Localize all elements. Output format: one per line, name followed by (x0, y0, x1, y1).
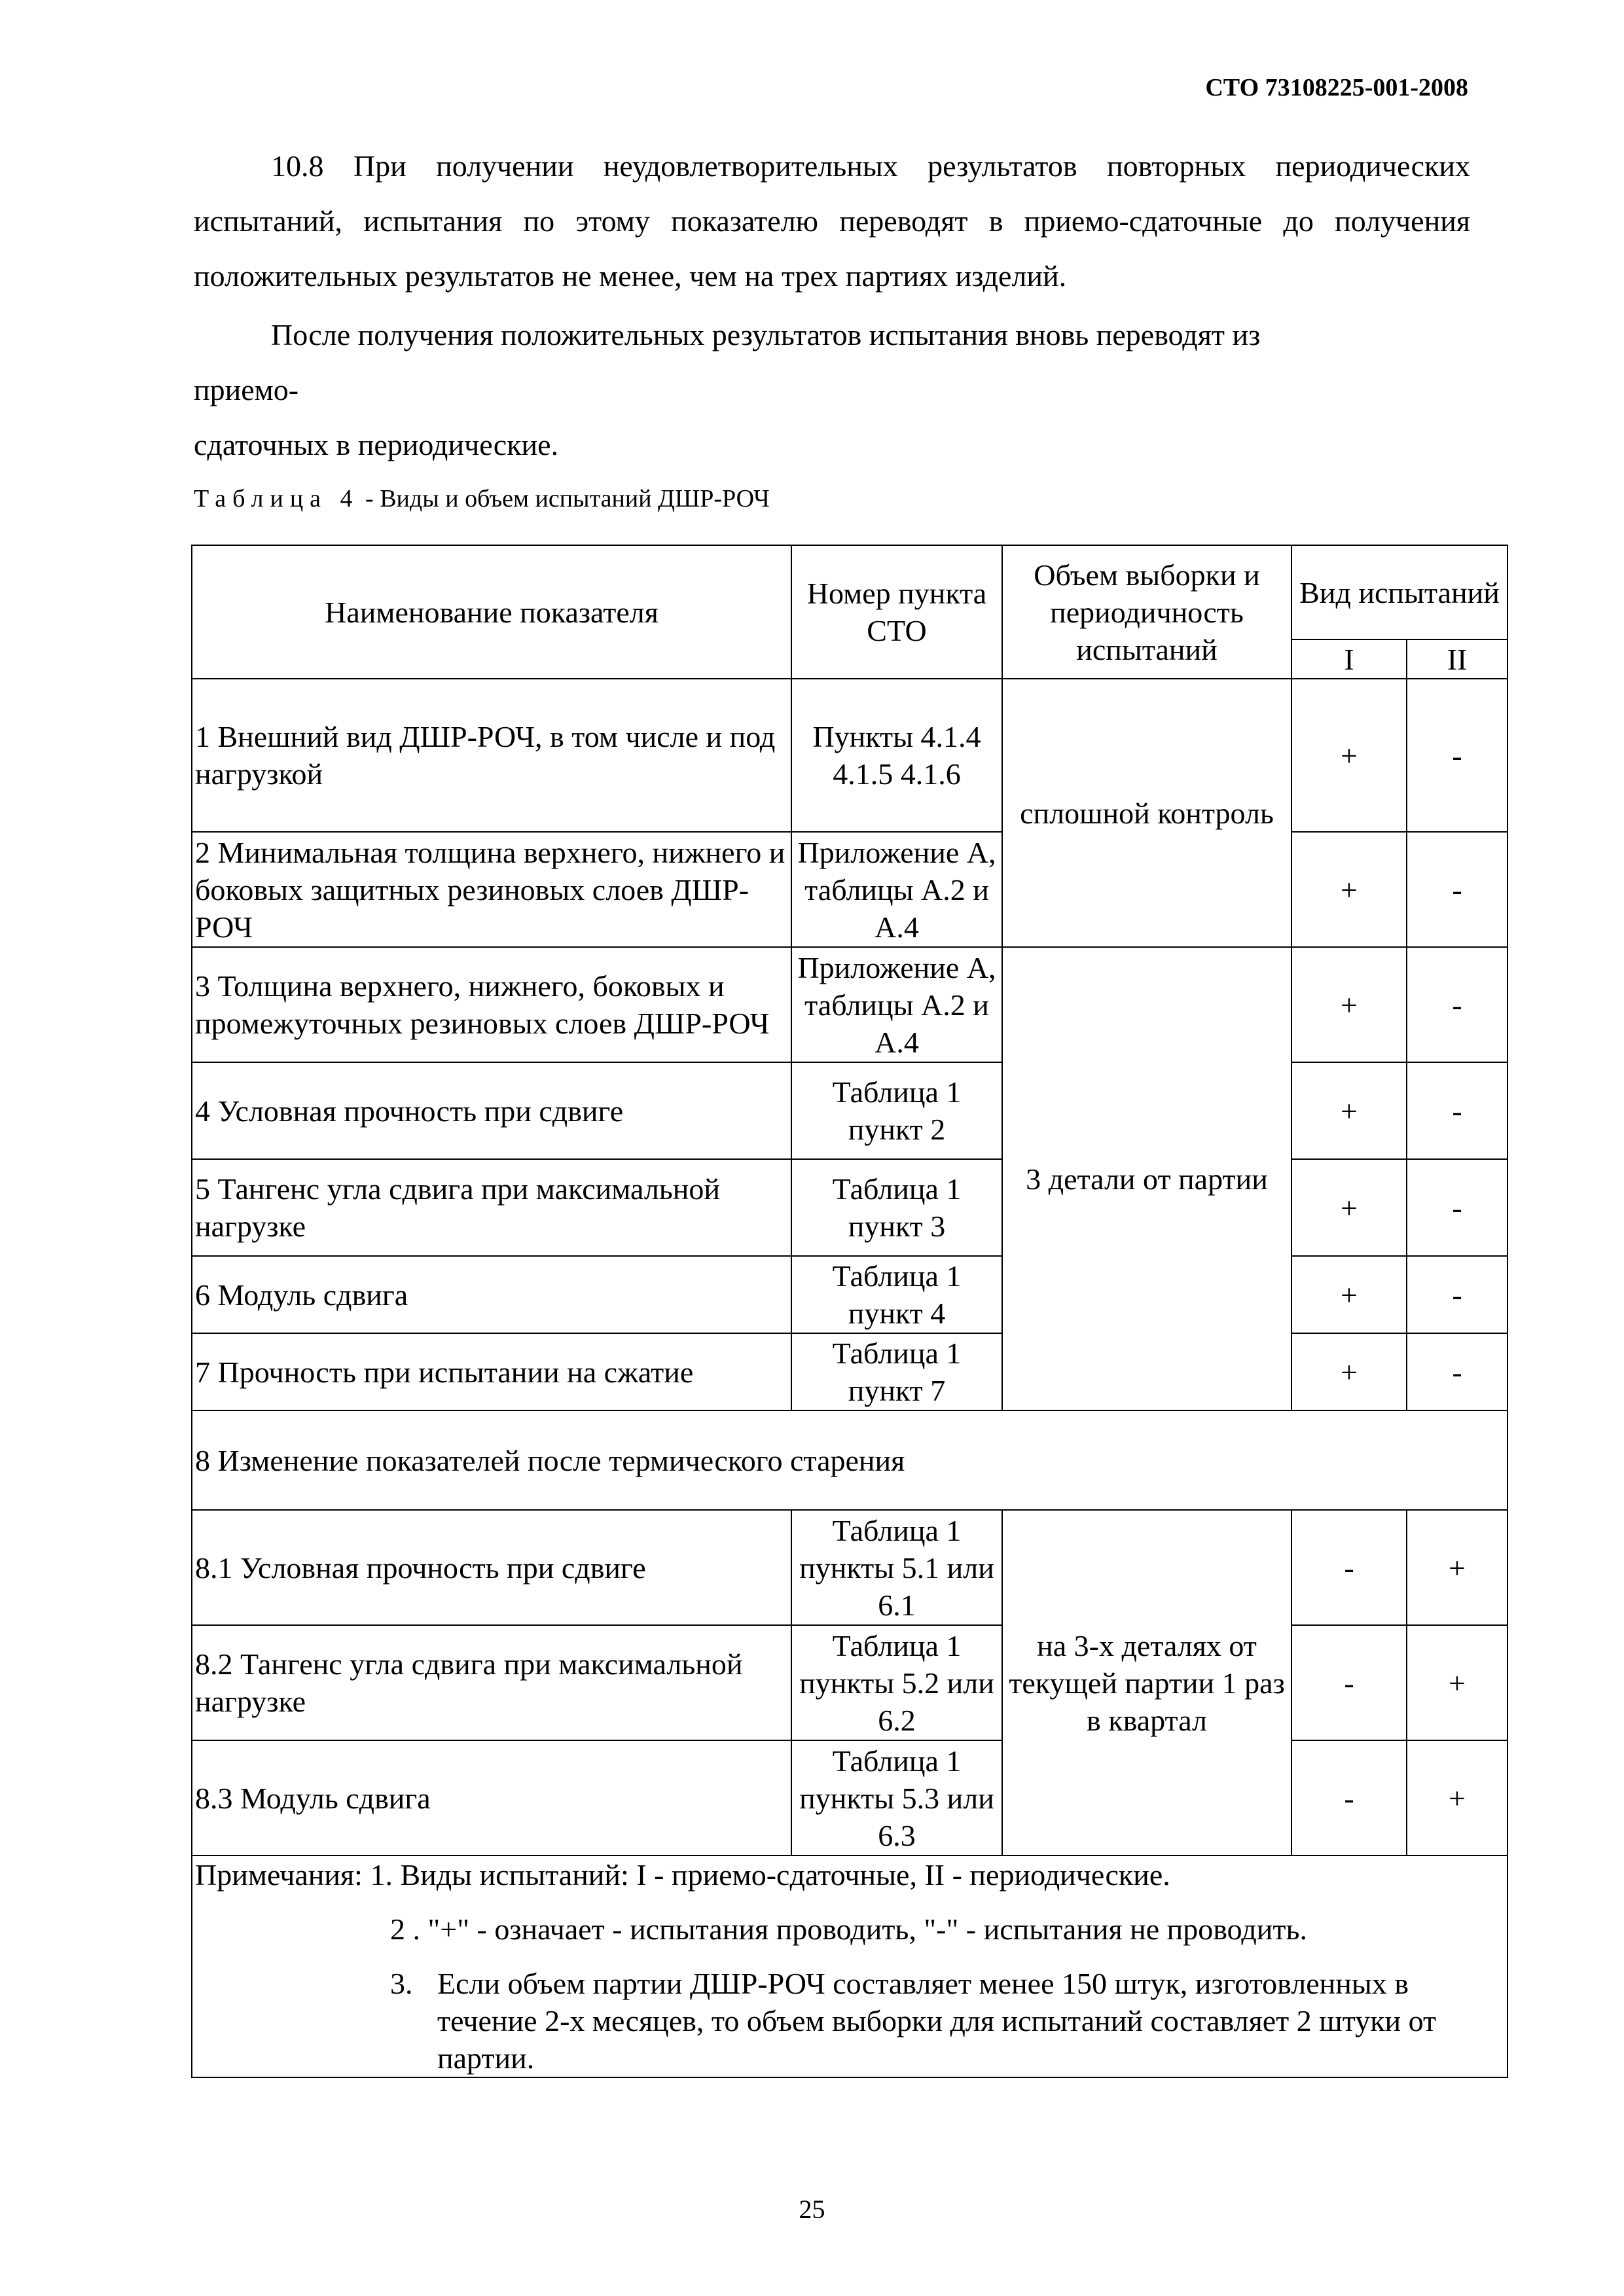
row-8-1-name: 8.1 Условная прочность при сдвиге (192, 1510, 791, 1625)
row-6-type-i: + (1291, 1256, 1407, 1333)
table-row (192, 1256, 1507, 1333)
table-row (192, 679, 1507, 832)
table-caption (194, 484, 770, 513)
table-row (192, 1159, 1507, 1256)
row-7-clause: Таблица 1 пункт 7 (791, 1333, 1002, 1410)
row-2-type-i: + (1291, 832, 1407, 947)
row-1-type-i: + (1291, 679, 1407, 832)
header-clause: Номер пункта СТО (791, 545, 1002, 679)
row-3-type-ii: - (1407, 947, 1507, 1062)
row-8-1-type-i: - (1291, 1510, 1407, 1625)
row-1-name: 1 Внешний вид ДШР-РОЧ, в том числе и под нагрузкой (192, 679, 791, 832)
row-3-clause: Приложение А, таблицы А.2 и А.4 (791, 947, 1002, 1062)
table-caption-dash: - (359, 485, 380, 512)
document-code: СТО 73108225-001-2008 (1205, 74, 1468, 101)
note-1: Примечания: 1. Виды испытаний: I - приемо-сдаточные, II - периодические. (195, 1858, 1170, 1892)
header-sample: Объем выборки и периодичность испытаний (1002, 545, 1291, 679)
row-8-3-type-ii: + (1407, 1740, 1507, 1856)
row-7-name: 7 Прочность при испытании на сжатие (192, 1333, 791, 1410)
row-8-2-name: 8.2 Тангенс угла сдвига при максимальной нагрузке (192, 1625, 791, 1740)
row-8-3-name: 8.3 Модуль сдвига (192, 1740, 791, 1856)
sample-solid-control: сплошной контроль (1002, 679, 1291, 947)
paragraph-10-8: 10.8 При получении неудовлетворительных результатов повторных периодических испытаний, испытания по этому показателю переводят в приемо-сдаточные до получения положительных результатов не менее, чем на трех партиях изделий. (194, 149, 1470, 293)
row-4-type-ii: - (1407, 1062, 1507, 1159)
table-row (192, 947, 1507, 1062)
row-8-3-type-i: - (1291, 1740, 1407, 1856)
paragraph-2-line-1: После получения положительных результатов испытания вновь переводят из (271, 318, 1261, 351)
row-5-clause: Таблица 1 пункт 3 (791, 1159, 1002, 1256)
table-row (192, 1740, 1507, 1856)
note-3 (195, 1965, 1504, 2077)
table-caption-label: Таблица 4 (194, 485, 359, 512)
row-5-type-ii: - (1407, 1159, 1507, 1256)
row-8-3-clause: Таблица 1 пункты 5.3 или 6.3 (791, 1740, 1002, 1856)
row-8-1-clause: Таблица 1 пункты 5.1 или 6.1 (791, 1510, 1002, 1625)
row-6-type-ii: - (1407, 1256, 1507, 1333)
row-8-2-clause: Таблица 1 пункты 5.2 или 6.2 (791, 1625, 1002, 1740)
section-8-title: 8 Изменение показателей после термического старения (192, 1410, 1507, 1510)
table-row (192, 1510, 1507, 1625)
row-2-name: 2 Минимальная толщина верхнего, нижнего и боковых защитных резиновых слоев ДШР-РОЧ (192, 832, 791, 947)
notes-row (192, 1856, 1507, 2077)
row-6-name: 6 Модуль сдвига (192, 1256, 791, 1333)
note-3-number: 3. (390, 1967, 413, 2000)
row-5-name: 5 Тангенс угла сдвига при максимальной нагрузке (192, 1159, 791, 1256)
table-row (192, 1333, 1507, 1410)
row-2-clause: Приложение А, таблицы А.2 и А.4 (791, 832, 1002, 947)
row-4-clause: Таблица 1 пункт 2 (791, 1062, 1002, 1159)
sample-quarterly: на 3-х деталях от текущей партии 1 раз в квартал (1002, 1510, 1291, 1856)
row-3-type-i: + (1291, 947, 1407, 1062)
note-3-text: Если объем партии ДШР-РОЧ составляет менее 150 штук, изготовленных в течение 2-х месяцев, то объем выборки для испытаний составляет 2 штуки от партии. (437, 1967, 1437, 2075)
header-row (192, 545, 1507, 639)
table-notes (192, 1856, 1507, 2077)
row-7-type-ii: - (1407, 1333, 1507, 1410)
row-5-type-i: + (1291, 1159, 1407, 1256)
table-row (192, 832, 1507, 947)
row-6-clause: Таблица 1 пункт 4 (791, 1256, 1002, 1333)
row-1-type-ii: - (1407, 679, 1507, 832)
row-3-name: 3 Толщина верхнего, нижнего, боковых и промежуточных резиновых слоев ДШР-РОЧ (192, 947, 791, 1062)
row-4-name: 4 Условная прочность при сдвиге (192, 1062, 791, 1159)
row-1-clause: Пункты 4.1.4 4.1.5 4.1.6 (791, 679, 1002, 832)
note-2: 2 . "+" - означает - испытания проводить, "-" - испытания не проводить. (390, 1912, 1307, 1946)
table-caption-title: Виды и объем испытаний ДШР-РОЧ (380, 485, 770, 512)
row-8-2-type-ii: + (1407, 1625, 1507, 1740)
header-type-i: I (1291, 639, 1407, 679)
page-number: 25 (799, 2195, 825, 2224)
table-row (192, 1062, 1507, 1159)
header-test-type: Вид испытаний (1291, 545, 1507, 639)
paragraph-2-line-2: приемо- (194, 373, 299, 406)
row-4-type-i: + (1291, 1062, 1407, 1159)
tests-table (191, 545, 1508, 2078)
table-row (192, 1625, 1507, 1740)
row-8-1-type-ii: + (1407, 1510, 1507, 1625)
sample-three-parts: 3 детали от партии (1002, 947, 1291, 1410)
row-7-type-i: + (1291, 1333, 1407, 1410)
header-type-ii: II (1407, 639, 1507, 679)
header-name: Наименование показателя (192, 545, 791, 679)
paragraph-2-line-3: сдаточных в периодические. (194, 428, 559, 461)
row-8-2-type-i: - (1291, 1625, 1407, 1740)
row-2-type-ii: - (1407, 832, 1507, 947)
table-row (192, 1410, 1507, 1510)
